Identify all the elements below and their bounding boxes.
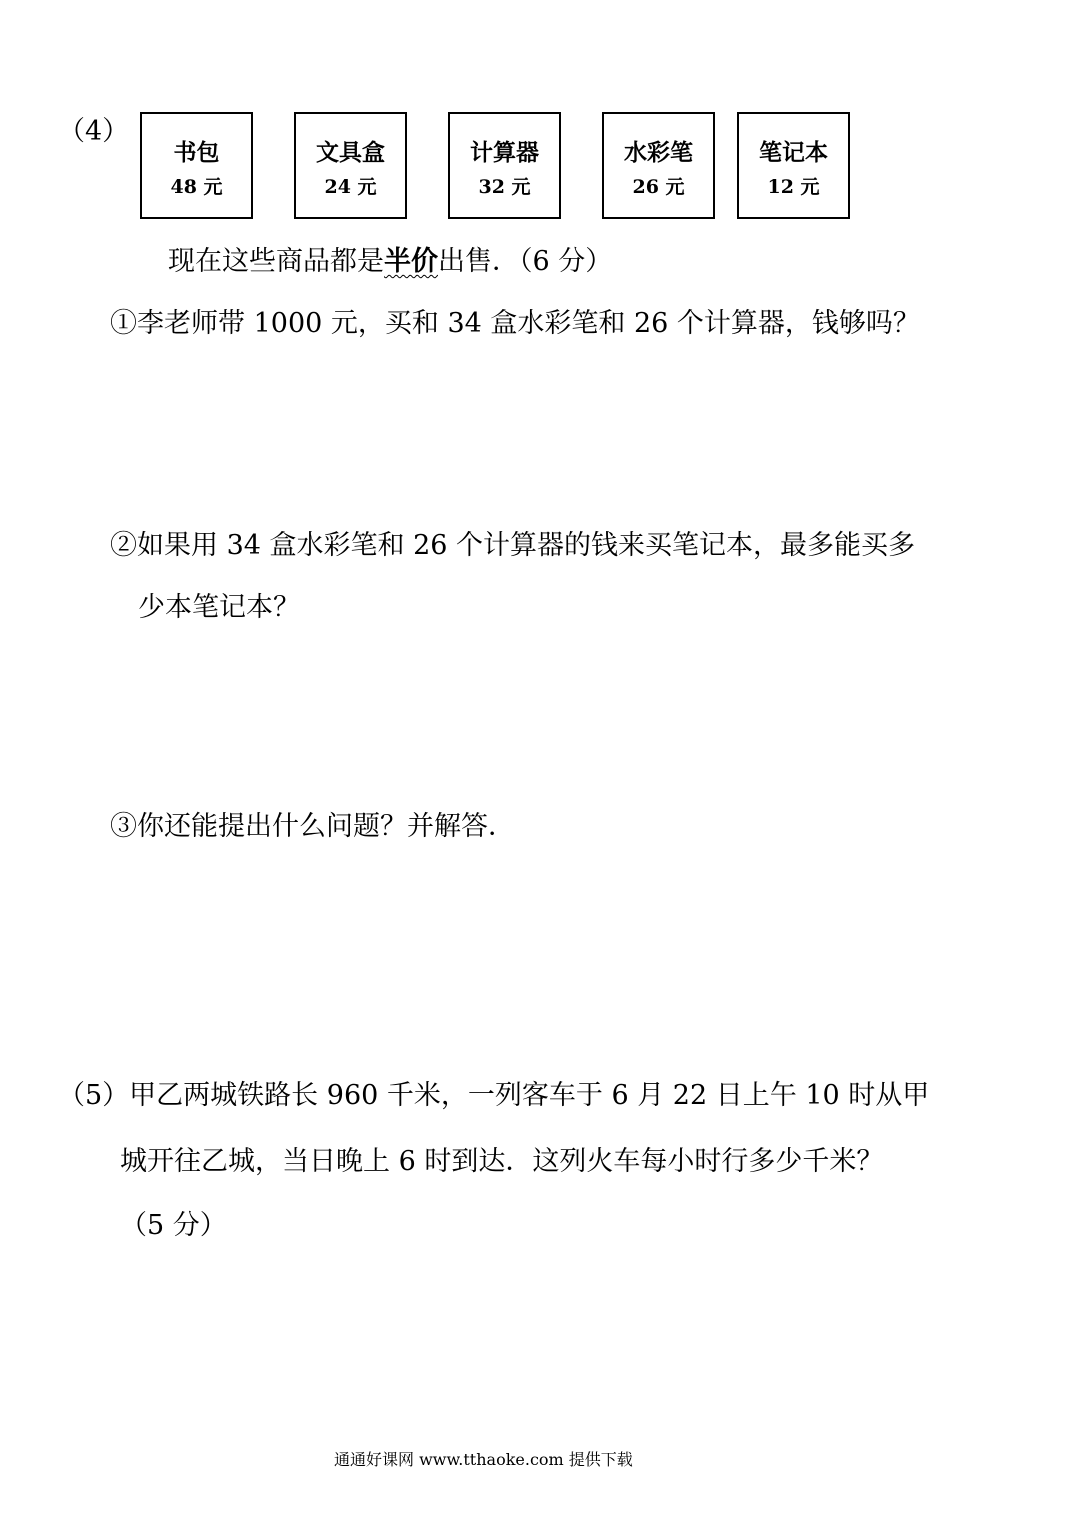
page-footer: 通通好课网 www.tthaoke.com 提供下载 bbox=[334, 1450, 633, 1469]
product-card bbox=[448, 112, 561, 219]
product-name: 水彩笔 bbox=[624, 140, 693, 166]
product-card bbox=[602, 112, 715, 219]
q4-label: （4） bbox=[58, 116, 130, 147]
intro-emphasis: 半价 bbox=[384, 246, 438, 277]
product-card bbox=[294, 112, 407, 219]
product-name: 书包 bbox=[173, 140, 220, 166]
product-price: 26 元 bbox=[632, 176, 685, 198]
q5-line3: （5 分） bbox=[120, 1210, 227, 1241]
product-card bbox=[140, 112, 253, 219]
product-name: 计算器 bbox=[470, 140, 539, 166]
q4-sub2-line2: 少本笔记本？ bbox=[138, 592, 300, 623]
q5-line1: （5）甲乙两城铁路长 960 千米，一列客车于 6 月 22 日上午 10 时从甲 bbox=[58, 1080, 930, 1111]
q4-sub1: ①李老师带 1000 元，买和 34 盒水彩笔和 26 个计算器，钱够吗？ bbox=[110, 308, 920, 339]
intro-text: 现在这些商品都是 bbox=[168, 246, 384, 277]
q4-intro bbox=[168, 248, 612, 275]
product-price: 24 元 bbox=[324, 176, 377, 198]
q4-sub3: ③你还能提出什么问题？并解答． bbox=[110, 811, 515, 842]
product-name: 文具盒 bbox=[316, 140, 385, 166]
product-name: 笔记本 bbox=[759, 140, 828, 166]
q5-line2: 城开往乙城，当日晚上 6 时到达．这列火车每小时行多少千米？ bbox=[120, 1146, 884, 1177]
product-price: 12 元 bbox=[767, 176, 820, 198]
product-price: 32 元 bbox=[478, 176, 531, 198]
intro-text-end: 出售．（6 分） bbox=[438, 246, 613, 277]
product-price: 48 元 bbox=[170, 176, 223, 198]
product-card bbox=[737, 112, 850, 219]
q4-sub2-line1: ②如果用 34 盒水彩笔和 26 个计算器的钱来买笔记本，最多能买多 bbox=[110, 530, 916, 561]
